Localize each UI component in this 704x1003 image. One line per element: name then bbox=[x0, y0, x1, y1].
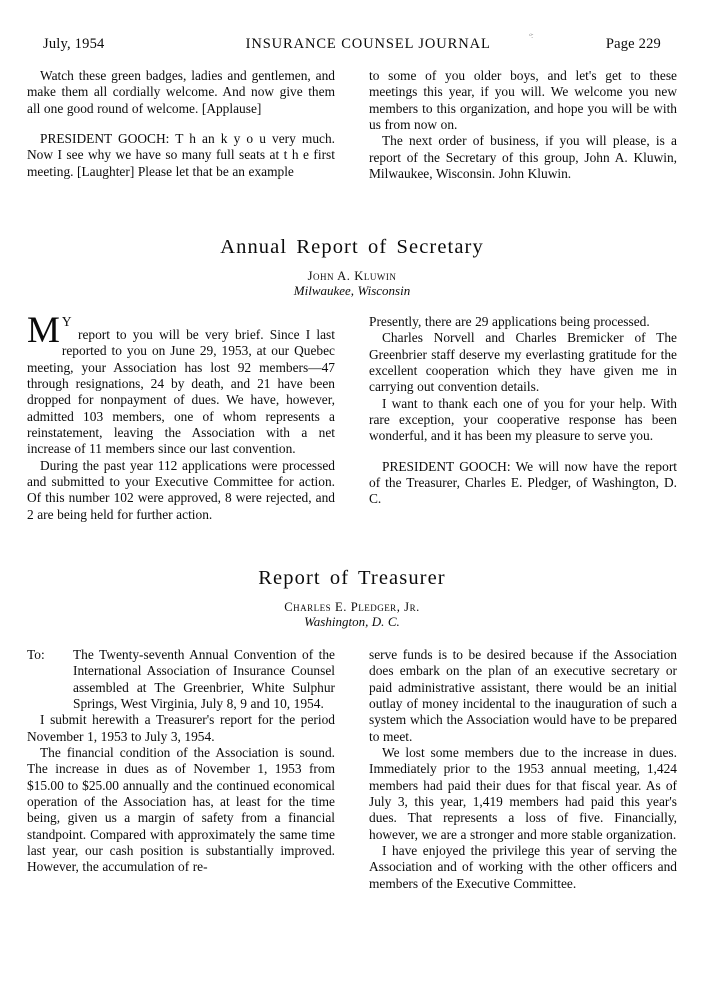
treasurer-report-right-column bbox=[369, 647, 677, 892]
treasurer-report-author: Charles E. Pledger, Jr. bbox=[284, 599, 420, 614]
top-section-right-column bbox=[369, 68, 677, 182]
top-section-left-column bbox=[27, 68, 335, 180]
page-number: Page 229 bbox=[605, 36, 661, 52]
secretary-report-right-column bbox=[369, 314, 677, 508]
running-head bbox=[43, 36, 661, 53]
paragraph: During the past year 112 applications were processed and submitted to your Executive Committee for action. Of this number 102 were approved, 8 were rejected, and 2 are being held for further action. bbox=[27, 457, 335, 522]
secretary-report-left-column bbox=[27, 310, 335, 523]
secretary-report-author: John A. Kluwin bbox=[307, 268, 397, 283]
paragraph: We lost some members due to the increase in dues. Immediately prior to the 1953 annual meeting, 1,424 members had paid their dues for that fiscal year. As of July 3, this year, 1,419 members had paid this year's dues. That represents a loss of five. Financially, however, we are a stronger and more stable organization. bbox=[369, 745, 677, 842]
paragraph: Presently, there are 29 applications being processed. bbox=[369, 314, 650, 329]
top-section bbox=[27, 68, 677, 182]
paragraph: Watch these green badges, ladies and gentlemen, and make them all cordially welcome. And now give them all one good round of welcome. [Applause] bbox=[27, 68, 335, 116]
paragraph: serve funds is to be desired because if the Association does embark on the plan of an executive secretary or paid administrative assistant, there would be an initial outlay of money incidental to the inauguration of such a system which the Association would have to be prepared to meet. bbox=[369, 647, 677, 744]
secretary-report-body bbox=[27, 310, 677, 523]
treasurer-report-location: Washington, D. C. bbox=[304, 613, 400, 629]
paragraph: The financial condition of the Association is sound. The increase in dues as of November 1, 1953 from $15.00 to $25.00 annually and the continued economical operation of the Association has, at least for the time being, given us a margin of safety from a financial standpoint. Compared with approximately the same time last year, our cash position is substantially improved. However, the accumulation of re- bbox=[27, 745, 335, 875]
paragraph: to some of you older boys, and let's get to these meetings this year, if you will. We welcome you new members to this organization, and hope you will be with us from now on. bbox=[369, 68, 677, 133]
drop-cap-letter: M bbox=[27, 310, 60, 351]
paragraph: PRESIDENT GOOCH: T h an k y o u very much. Now I see why we have so many full seats at t h e first meeting. [Laughter] Please let that be an example bbox=[27, 131, 335, 179]
issue-date: July, 1954 bbox=[43, 36, 105, 52]
journal-title: INSURANCE COUNSEL JOURNAL bbox=[245, 36, 491, 52]
treasurer-report-heading bbox=[27, 567, 677, 629]
paragraph-with-dropcap bbox=[27, 310, 335, 458]
addressee-paragraph bbox=[27, 647, 335, 712]
treasurer-report-title: Report of Treasurer bbox=[258, 567, 446, 589]
addressee-text: The Twenty-seventh Annual Convention of the International Association of Insurance Counsel assembled at The Greenbrier, White Sulphur Springs, West Virginia, July 8, 9 and 10, 1954. bbox=[73, 647, 335, 712]
scan-artifact-mark: ᵒː bbox=[529, 31, 534, 40]
paragraph: Charles Norvell and Charles Bremicker of The Greenbrier staff deserve my everlasting gratitude for the excellent cooperation which they have given me in carrying out convention details. bbox=[369, 330, 677, 395]
paragraph: I want to thank each one of you for your help. With rare exception, your cooperative response has been wonderful, and it has been my pleasure to serve you. bbox=[369, 395, 677, 444]
secretary-report-location: Milwaukee, Wisconsin bbox=[293, 282, 411, 298]
paragraph: I have enjoyed the privilege this year of serving the Association and of working with the other officers and members of the Executive Committee. bbox=[369, 843, 677, 891]
drop-cap-small-letter: Y bbox=[61, 314, 72, 329]
paragraph: PRESIDENT GOOCH: We will now have the report of the Treasurer, Charles E. Pledger, of Washington, D. C. bbox=[369, 458, 677, 507]
addressee-label: To: bbox=[27, 647, 45, 662]
secretary-report-title: Annual Report of Secretary bbox=[220, 236, 484, 258]
paragraph-text: report to you will be very brief. Since I last reported to you on June 29, 1953, at our Quebec meeting, your Association has lost 92 members—47 through resignations, 24 by death, and 21 have been dropped for nonpayment of dues. We have, however, admitted 103 members, one of whom represents a reinstatement, leaving the Association with a net increase of 11 members since our last convention. bbox=[27, 327, 335, 457]
paragraph: The next order of business, if you will please, is a report of the Secretary of this group, John A. Kluwin, Milwaukee, Wisconsin. John Kluwin. bbox=[369, 133, 677, 182]
treasurer-report-left-column bbox=[27, 647, 335, 876]
treasurer-report-body bbox=[27, 647, 677, 892]
secretary-report-heading bbox=[27, 236, 677, 298]
paragraph: I submit herewith a Treasurer's report for the period November 1, 1953 to July 3, 1954. bbox=[27, 712, 335, 744]
